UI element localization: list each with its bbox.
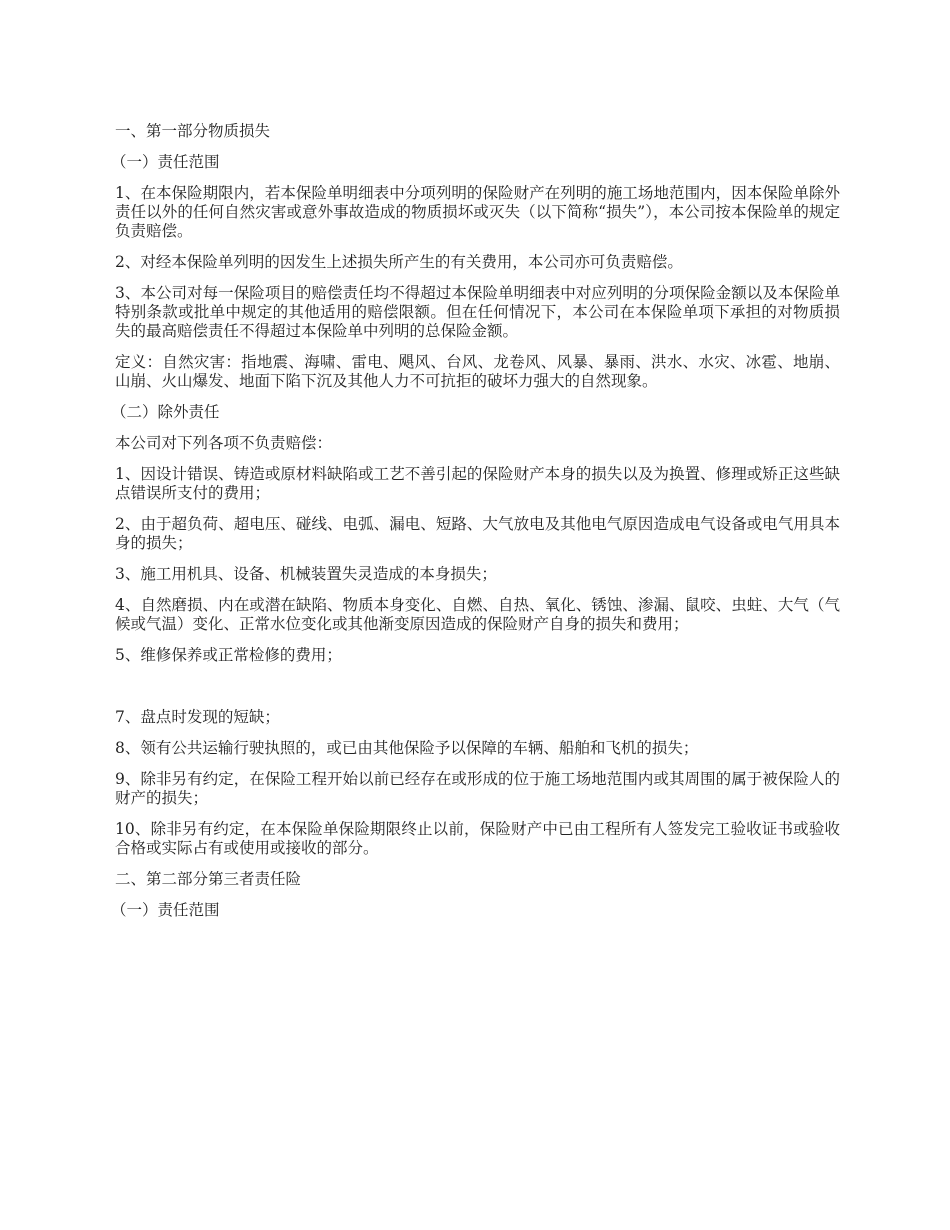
subsection-heading: （二）除外责任 xyxy=(111,403,220,421)
exclusion-paragraph: 9、除非另有约定，在保险工程开始以前已经存在或形成的位于施工场地范围内或其周围的属于被保险人的财产的损失； xyxy=(115,770,840,807)
exclusion-paragraph: 4、自然磨损、内在或潜在缺陷、物质本身变化、自燃、自热、氧化、锈蚀、渗漏、鼠咬、虫蛀、大气（气候或气温）变化、正常水位变化或其他渐变原因造成的保险财产自身的损失和费用； xyxy=(115,596,840,633)
intro-paragraph: 本公司对下列各项不负责赔偿： xyxy=(115,434,333,452)
clause-paragraph: 1、在本保险期限内，若本保险单明细表中分项列明的保险财产在列明的施工场地范围内，因本保险单除外责任以外的任何自然灾害或意外事故造成的物质损坏或灭失（以下简称“损失”），本公司按本保险单的规定负责赔偿。 xyxy=(115,184,840,240)
subsection-heading: （一）责任范围 xyxy=(111,153,220,171)
document-page xyxy=(111,122,840,932)
exclusion-paragraph: 2、由于超负荷、超电压、碰线、电弧、漏电、短路、大气放电及其他电气原因造成电气设备或电气用具本身的损失； xyxy=(115,515,840,552)
exclusion-paragraph: 1、因设计错误、铸造或原材料缺陷或工艺不善引起的保险财产本身的损失以及为换置、修理或矫正这些缺点错误所支付的费用； xyxy=(115,465,840,502)
definition-paragraph: 定义：自然灾害：指地震、海啸、雷电、飓风、台风、龙卷风、风暴、暴雨、洪水、水灾、冰雹、地崩、山崩、火山爆发、地面下陷下沉及其他人力不可抗拒的破坏力强大的自然现象。 xyxy=(115,353,840,390)
exclusion-paragraph: 10、除非另有约定，在本保险单保险期限终止以前，保险财产中已由工程所有人签发完工验收证书或验收合格或实际占有或使用或接收的部分。 xyxy=(115,820,840,857)
section-heading: 二、第二部分第三者责任险 xyxy=(115,870,302,888)
clause-paragraph: 2、对经本保险单列明的因发生上述损失所产生的有关费用，本公司亦可负责赔偿。 xyxy=(115,253,683,271)
blank-gap xyxy=(115,677,840,708)
clause-paragraph: 3、本公司对每一保险项目的赔偿责任均不得超过本保险单明细表中对应列明的分项保险金额以及本保险单特别条款或批单中规定的其他适用的赔偿限额。但在任何情况下，本公司在本保险单项下承担的对物质损失的最高赔偿责任不得超过本保险单中列明的总保险金额。 xyxy=(115,284,840,340)
exclusion-paragraph: 5、维修保养或正常检修的费用； xyxy=(115,646,342,664)
exclusion-paragraph: 3、施工用机具、设备、机械装置失灵造成的本身损失； xyxy=(115,565,497,583)
exclusion-paragraph: 7、盘点时发现的短缺； xyxy=(115,708,280,726)
section-heading: 一、第一部分物质损失 xyxy=(115,122,271,140)
subsection-heading: （一）责任范围 xyxy=(111,901,220,919)
exclusion-paragraph: 8、领有公共运输行驶执照的，或已由其他保险予以保障的车辆、船舶和飞机的损失； xyxy=(115,739,699,757)
